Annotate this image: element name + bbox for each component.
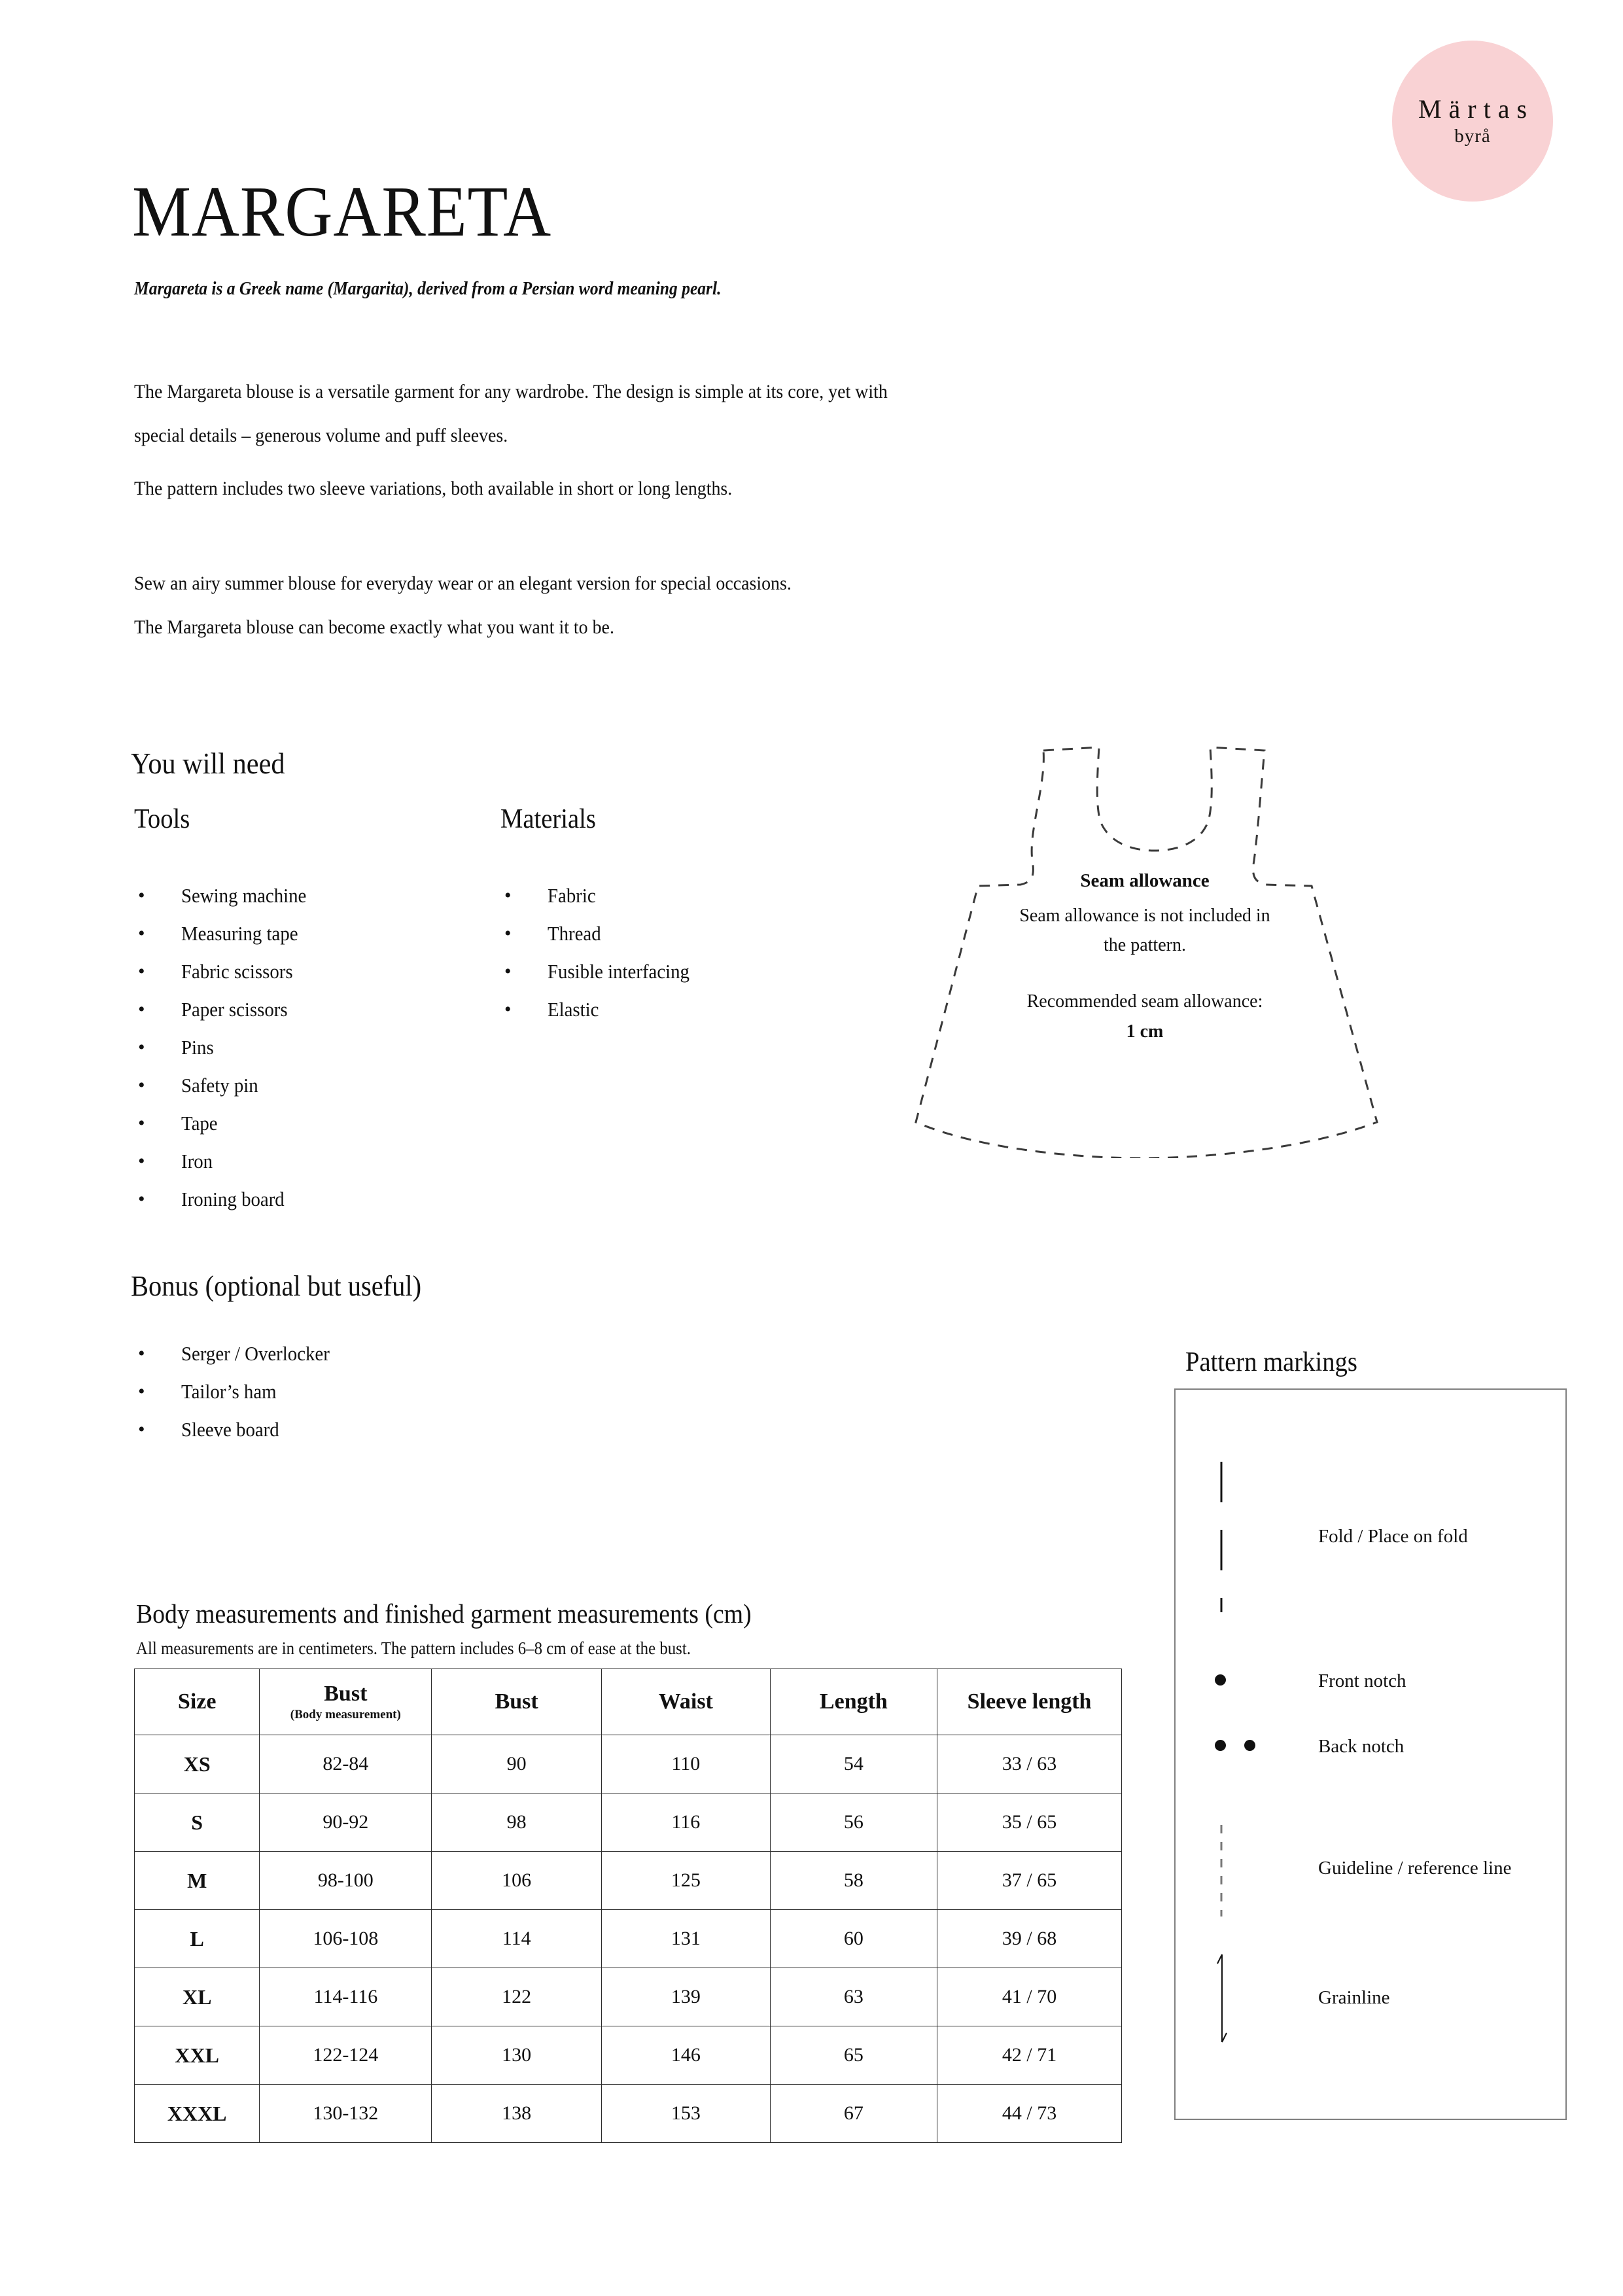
cell-sleeve: 41 / 70 bbox=[937, 1968, 1122, 2026]
fold-line-icon bbox=[1215, 1455, 1293, 1619]
intro-line-3: The pattern includes two sleeve variations, both available in short or long lengths. bbox=[134, 478, 733, 499]
cell-sleeve: 39 / 68 bbox=[937, 1910, 1122, 1968]
cell-length: 63 bbox=[770, 1968, 937, 2026]
materials-list bbox=[500, 877, 700, 1029]
cell-waist: 153 bbox=[602, 2085, 771, 2143]
list-item bbox=[500, 953, 700, 991]
cell-size: L bbox=[135, 1910, 260, 1968]
cell-waist: 125 bbox=[602, 1852, 771, 1910]
tools-list bbox=[134, 877, 316, 1218]
list-item bbox=[134, 1335, 341, 1373]
marking-label: Fold / Place on fold bbox=[1318, 1526, 1468, 1547]
cell-waist: 146 bbox=[602, 2026, 771, 2085]
cell-sleeve: 33 / 63 bbox=[937, 1735, 1122, 1793]
single-dot-icon bbox=[1215, 1674, 1293, 1686]
bonus-label: Tailor’s ham bbox=[181, 1380, 277, 1403]
marking-label: Front notch bbox=[1318, 1670, 1406, 1691]
cell-bust: 98 bbox=[432, 1793, 602, 1852]
list-item bbox=[134, 1142, 316, 1180]
cell-bust-body: 90-92 bbox=[260, 1793, 432, 1852]
cell-bust: 90 bbox=[432, 1735, 602, 1793]
page-title: MARGARETA bbox=[132, 171, 552, 251]
page-subtitle: Margareta is a Greek name (Margarita), derived from a Persian word meaning pearl. bbox=[134, 278, 722, 299]
bonus-heading: Bonus (optional but useful) bbox=[131, 1270, 422, 1302]
cell-sleeve: 35 / 65 bbox=[937, 1793, 1122, 1852]
cell-waist: 116 bbox=[602, 1793, 771, 1852]
cell-bust-body: 114-116 bbox=[260, 1968, 432, 2026]
cell-waist: 110 bbox=[602, 1735, 771, 1793]
intro-line-4: Sew an airy summer blouse for everyday wear or an elegant version for special occasions. bbox=[134, 573, 792, 594]
marking-row-grainline bbox=[1176, 1949, 1565, 2047]
list-item bbox=[500, 991, 700, 1029]
column-header-waist: Waist bbox=[602, 1669, 771, 1735]
material-label: Elastic bbox=[548, 998, 599, 1021]
cell-size: XS bbox=[135, 1735, 260, 1793]
cell-sleeve: 37 / 65 bbox=[937, 1852, 1122, 1910]
intro-line-2: special details – generous volume and puff sleeves. bbox=[134, 425, 508, 446]
seam-allowance-title: Seam allowance bbox=[1080, 870, 1210, 891]
cell-bust: 114 bbox=[432, 1910, 602, 1968]
list-item bbox=[134, 991, 316, 1029]
marking-row-back-notch bbox=[1176, 1733, 1565, 1759]
tool-label: Ironing board bbox=[181, 1188, 285, 1210]
marking-row-guideline bbox=[1176, 1822, 1565, 1920]
column-header-size: Size bbox=[135, 1669, 260, 1735]
cell-sleeve: 42 / 71 bbox=[937, 2026, 1122, 2085]
column-header-bust: Bust bbox=[432, 1669, 602, 1735]
tool-label: Tape bbox=[181, 1112, 218, 1135]
material-label: Fusible interfacing bbox=[548, 960, 689, 983]
cell-bust: 122 bbox=[432, 1968, 602, 2026]
marking-label: Grainline bbox=[1318, 1987, 1390, 2008]
table-row bbox=[135, 1793, 1122, 1852]
pattern-markings-box bbox=[1174, 1388, 1567, 2120]
materials-heading: Materials bbox=[500, 804, 596, 834]
cell-bust: 106 bbox=[432, 1852, 602, 1910]
measurements-table bbox=[134, 1669, 1122, 2143]
cell-sleeve: 44 / 73 bbox=[937, 2085, 1122, 2143]
brand-subtitle: byrå bbox=[1454, 126, 1491, 147]
cell-size: S bbox=[135, 1793, 260, 1852]
double-arrow-icon bbox=[1215, 1949, 1293, 2047]
table-header-row bbox=[135, 1669, 1122, 1735]
list-item bbox=[134, 1373, 341, 1411]
cell-length: 60 bbox=[770, 1910, 937, 1968]
tool-label: Iron bbox=[181, 1150, 213, 1173]
list-item bbox=[134, 1029, 316, 1067]
seam-allowance-note bbox=[949, 870, 1341, 1042]
cell-bust-body: 122-124 bbox=[260, 2026, 432, 2085]
list-item bbox=[134, 877, 316, 915]
cell-bust-body: 82-84 bbox=[260, 1735, 432, 1793]
cell-length: 54 bbox=[770, 1735, 937, 1793]
cell-length: 58 bbox=[770, 1852, 937, 1910]
cell-size: XXXL bbox=[135, 2085, 260, 2143]
you-will-need-heading: You will need bbox=[131, 747, 285, 780]
table-row bbox=[135, 2085, 1122, 2143]
cell-bust-body: 98-100 bbox=[260, 1852, 432, 1910]
list-item bbox=[134, 915, 316, 953]
bonus-label: Serger / Overlocker bbox=[181, 1342, 330, 1365]
marking-row-front-notch bbox=[1176, 1668, 1565, 1694]
tool-label: Measuring tape bbox=[181, 922, 298, 945]
cell-length: 65 bbox=[770, 2026, 937, 2085]
marking-label: Back notch bbox=[1318, 1736, 1405, 1757]
list-item bbox=[134, 1180, 316, 1218]
marking-label: Guideline / reference line bbox=[1318, 1858, 1512, 1879]
list-item bbox=[134, 1104, 316, 1142]
seam-allowance-body-1: Seam allowance is not included in bbox=[1019, 906, 1270, 926]
brand-name: Märtas bbox=[1418, 94, 1535, 124]
cell-size: M bbox=[135, 1852, 260, 1910]
list-item bbox=[134, 1067, 316, 1104]
material-label: Thread bbox=[548, 922, 601, 945]
tool-label: Paper scissors bbox=[181, 998, 288, 1021]
list-item bbox=[134, 953, 316, 991]
cell-length: 56 bbox=[770, 1793, 937, 1852]
cell-bust: 138 bbox=[432, 2085, 602, 2143]
bonus-label: Sleeve board bbox=[181, 1418, 279, 1441]
marking-row-fold bbox=[1176, 1455, 1565, 1619]
dashed-line-icon bbox=[1215, 1822, 1293, 1920]
tool-label: Pins bbox=[181, 1036, 214, 1059]
recommended-seam-allowance-value: 1 cm bbox=[1126, 1021, 1164, 1042]
seam-allowance-body-2: the pattern. bbox=[1104, 935, 1186, 955]
recommended-seam-allowance-label: Recommended seam allowance: bbox=[1026, 991, 1263, 1012]
list-item bbox=[500, 915, 700, 953]
tool-label: Sewing machine bbox=[181, 884, 307, 907]
tool-label: Safety pin bbox=[181, 1074, 258, 1097]
material-label: Fabric bbox=[548, 884, 596, 907]
cell-waist: 139 bbox=[602, 1968, 771, 2026]
list-item bbox=[500, 877, 700, 915]
table-row bbox=[135, 1735, 1122, 1793]
cell-waist: 131 bbox=[602, 1910, 771, 1968]
measurements-note: All measurements are in centimeters. The pattern includes 6–8 cm of ease at the bust. bbox=[136, 1638, 691, 1658]
cell-bust: 130 bbox=[432, 2026, 602, 2085]
intro-line-5: The Margareta blouse can become exactly what you want it to be. bbox=[134, 616, 614, 638]
intro-paragraphs bbox=[134, 370, 1246, 649]
column-header-bust-body: Bust (Body measurement) bbox=[260, 1669, 432, 1735]
table-row bbox=[135, 1968, 1122, 2026]
cell-size: XXL bbox=[135, 2026, 260, 2085]
pattern-markings-heading: Pattern markings bbox=[1185, 1347, 1357, 1377]
table-row bbox=[135, 1910, 1122, 1968]
measurements-heading: Body measurements and finished garment measurements (cm) bbox=[136, 1598, 752, 1629]
intro-line-1: The Margareta blouse is a versatile garment for any wardrobe. The design is simple at its core, yet with bbox=[134, 381, 888, 402]
tool-label: Fabric scissors bbox=[181, 960, 293, 983]
cell-size: XL bbox=[135, 1968, 260, 2026]
cell-bust-body: 106-108 bbox=[260, 1910, 432, 1968]
column-header-length: Length bbox=[770, 1669, 937, 1735]
cell-bust-body: 130-132 bbox=[260, 2085, 432, 2143]
double-dot-icon bbox=[1215, 1740, 1293, 1751]
bonus-list bbox=[134, 1335, 341, 1449]
brand-logo bbox=[1392, 41, 1553, 202]
column-header-sleeve-length: Sleeve length bbox=[937, 1669, 1122, 1735]
table-row bbox=[135, 2026, 1122, 2085]
table-row bbox=[135, 1852, 1122, 1910]
cell-length: 67 bbox=[770, 2085, 937, 2143]
tools-heading: Tools bbox=[134, 804, 190, 834]
list-item bbox=[134, 1411, 341, 1449]
